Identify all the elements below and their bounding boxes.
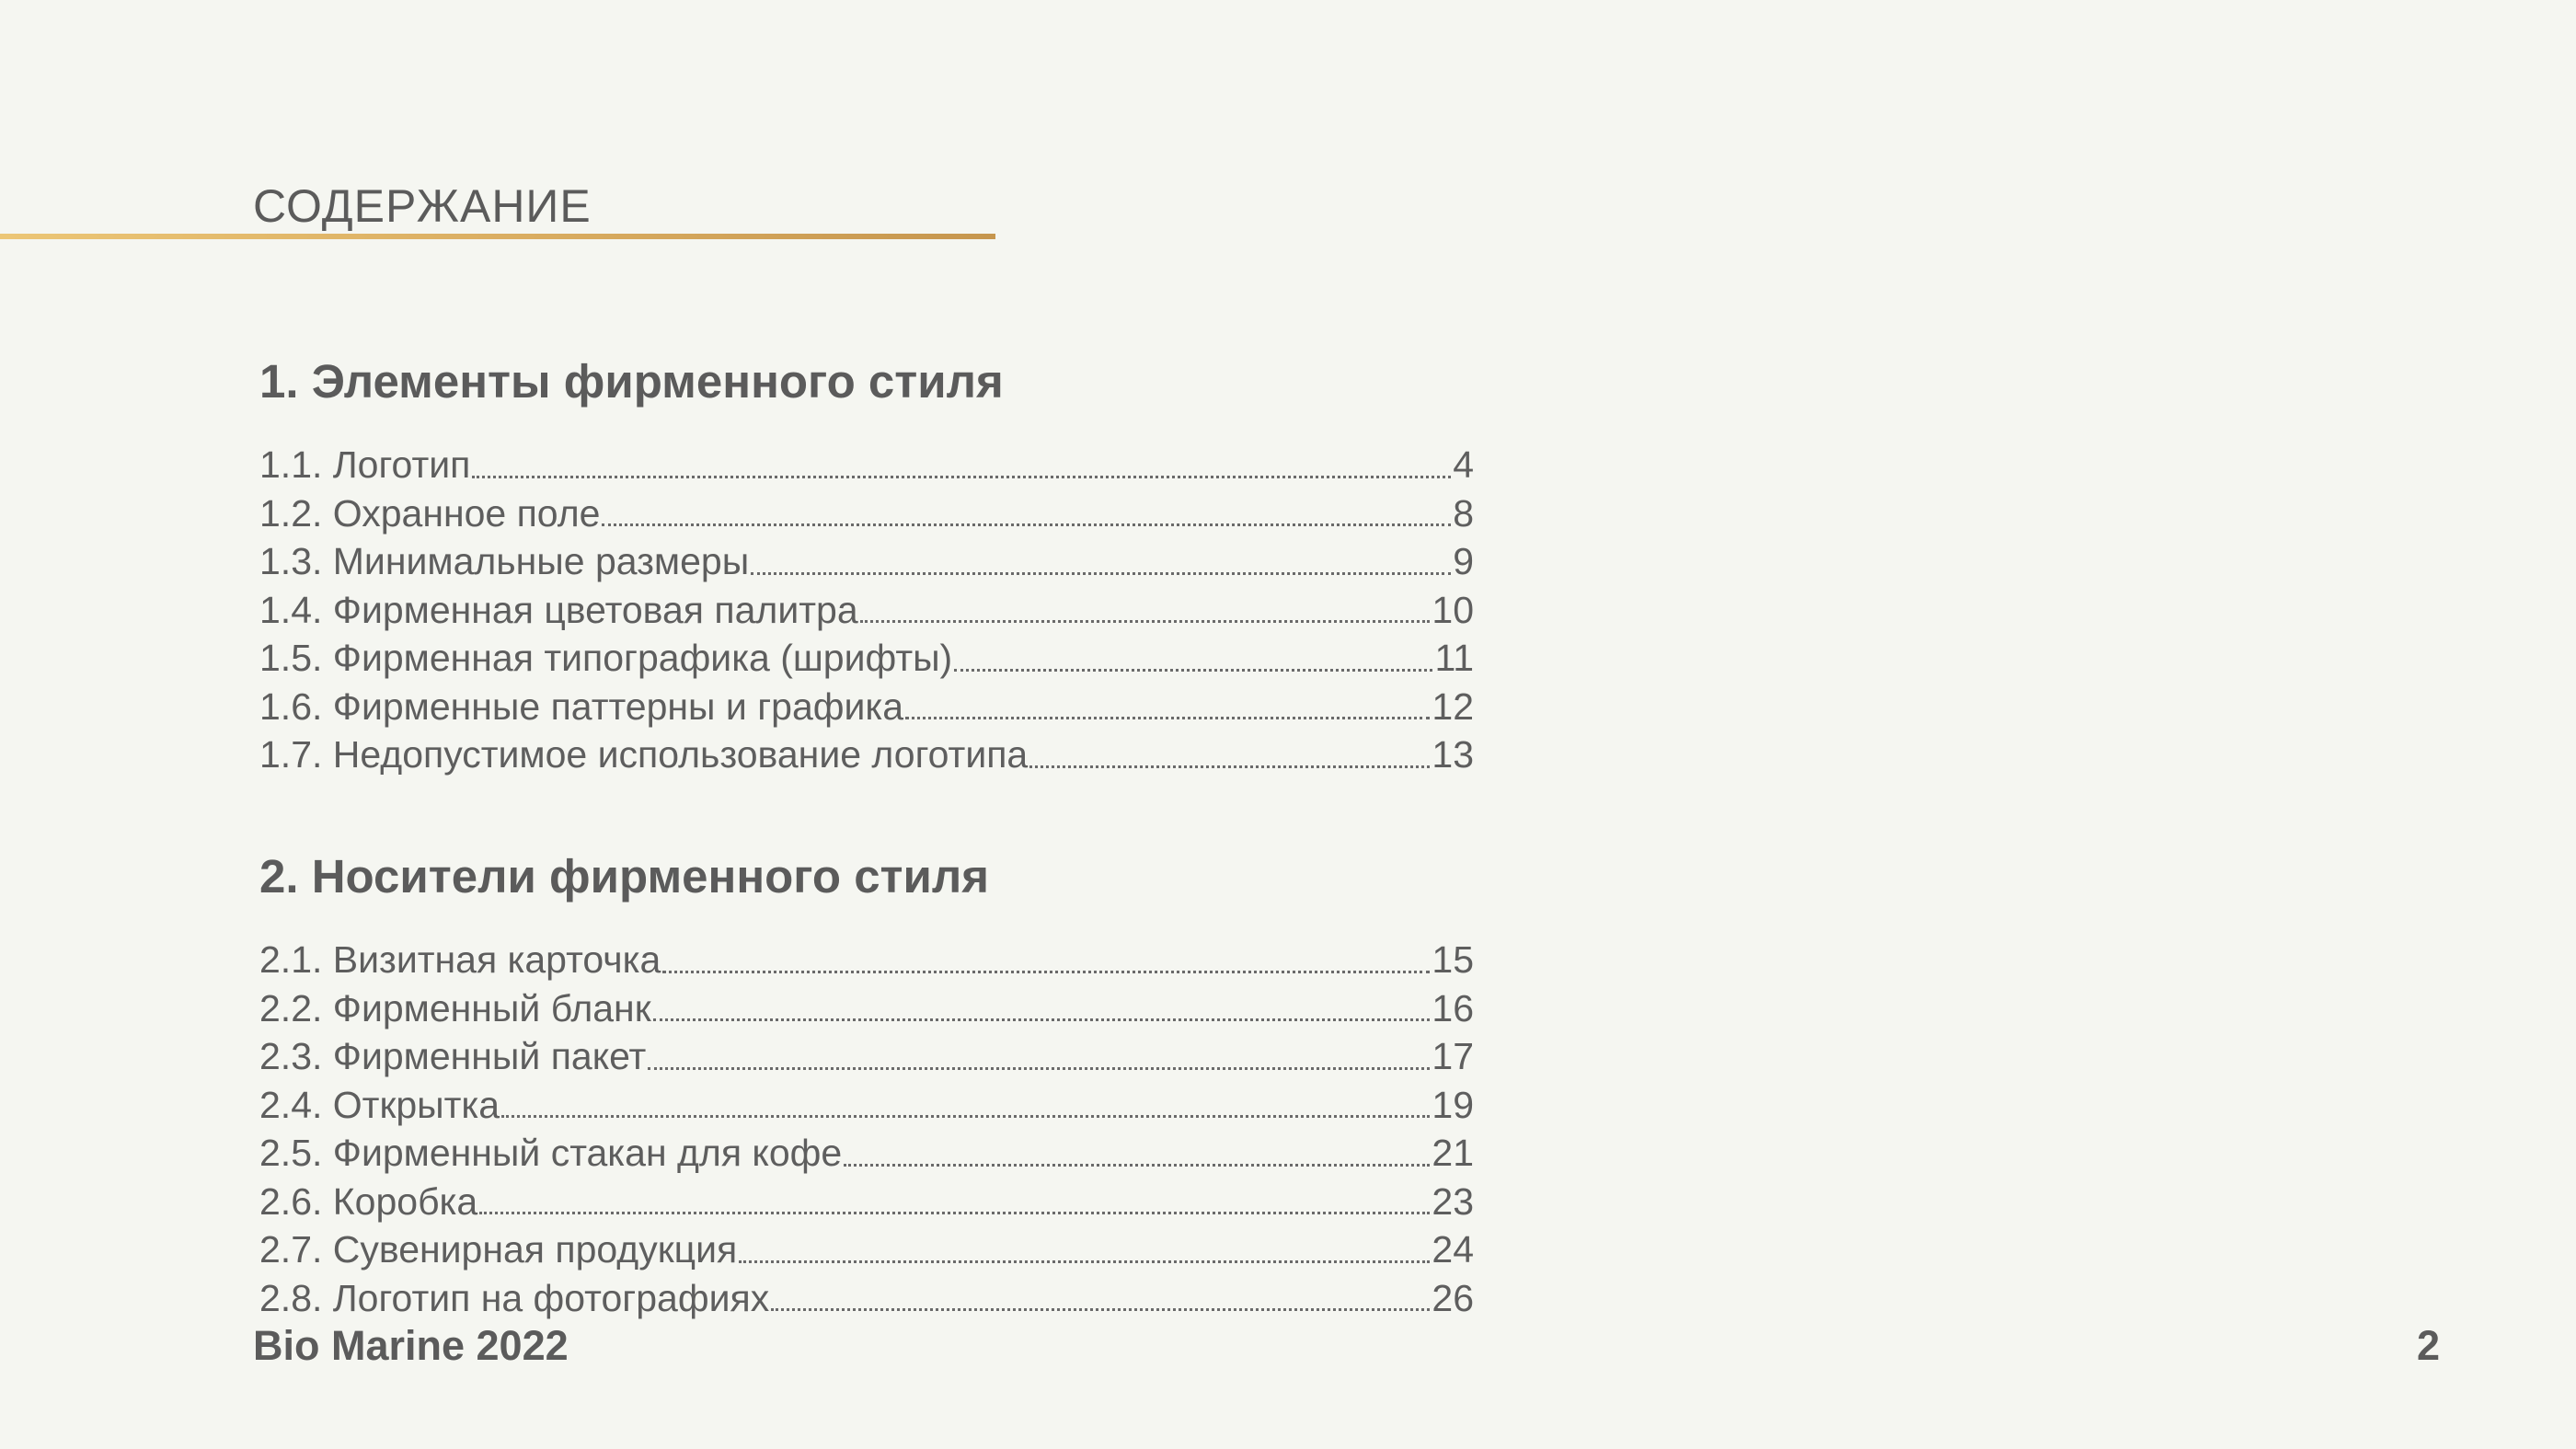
toc-item-label: 1.1. Логотип <box>259 443 471 486</box>
toc-section-1 <box>259 350 1474 779</box>
toc-item-label: 1.6. Фирменные паттерны и графика <box>259 684 904 728</box>
dot-leader <box>472 441 1451 489</box>
dot-leader <box>662 936 1430 984</box>
page-number: 2 <box>2416 1322 2440 1369</box>
toc-item[interactable] <box>259 586 1474 635</box>
toc-item[interactable] <box>259 1081 1474 1130</box>
dot-leader <box>653 984 1431 1033</box>
toc-item[interactable] <box>259 1032 1474 1081</box>
toc-item[interactable] <box>259 730 1474 779</box>
toc-item-label: 1.7. Недопустимое использование логотипа <box>259 733 1029 776</box>
toc-item[interactable] <box>259 1225 1474 1274</box>
dot-leader <box>844 1129 1430 1178</box>
toc-item[interactable] <box>259 1274 1474 1323</box>
toc-item-page: 11 <box>1434 637 1474 679</box>
toc-item-page: 19 <box>1432 1083 1474 1126</box>
toc-item-label: 1.4. Фирменная цветовая палитра <box>259 588 858 631</box>
dot-leader <box>739 1225 1430 1274</box>
toc-item-label: 2.5. Фирменный стакан для кофе <box>259 1132 843 1174</box>
toc-item[interactable] <box>259 634 1474 683</box>
toc-item-page: 24 <box>1432 1228 1474 1271</box>
dot-leader <box>1029 730 1430 779</box>
dot-leader <box>905 683 1430 731</box>
toc-item-label: 2.3. Фирменный пакет <box>259 1035 647 1077</box>
toc-item-page: 26 <box>1432 1276 1474 1319</box>
toc-item-label: 2.6. Коробка <box>259 1179 478 1223</box>
toc-item-page: 4 <box>1453 443 1474 486</box>
toc-item-page: 9 <box>1453 540 1474 582</box>
toc-item-page: 10 <box>1432 588 1474 631</box>
section-title: 1. Элементы фирменного стиля <box>259 355 1004 408</box>
toc-section-2 <box>259 845 1474 1322</box>
toc-item-label: 2.7. Сувенирная продукция <box>259 1228 738 1271</box>
toc-item[interactable] <box>259 441 1474 489</box>
toc-item-page: 16 <box>1432 986 1474 1029</box>
toc-item-label: 2.4. Открытка <box>259 1083 500 1126</box>
dot-leader <box>501 1081 1430 1130</box>
dot-leader <box>602 489 1451 538</box>
toc-item[interactable] <box>259 683 1474 731</box>
toc-item-label: 2.1. Визитная карточка <box>259 938 661 981</box>
toc-item-page: 23 <box>1432 1179 1474 1223</box>
footer-brand: Bio Marine 2022 <box>253 1322 569 1369</box>
toc-item-page: 17 <box>1432 1035 1474 1077</box>
toc-item[interactable] <box>259 537 1474 586</box>
toc-item[interactable] <box>259 489 1474 538</box>
page-heading: СОДЕРЖАНИЕ <box>253 180 592 232</box>
dot-leader <box>751 537 1451 586</box>
dot-leader <box>771 1274 1430 1323</box>
dot-leader <box>860 586 1431 635</box>
dot-leader <box>954 634 1432 683</box>
toc-item-label: 2.2. Фирменный бланк <box>259 986 651 1029</box>
dot-leader <box>479 1178 1430 1226</box>
toc-item-label: 1.3. Минимальные размеры <box>259 540 750 582</box>
toc-list <box>259 441 1474 779</box>
toc-item[interactable] <box>259 984 1474 1033</box>
toc-item-page: 13 <box>1432 733 1474 776</box>
toc-item-label: 1.2. Охранное поле <box>259 491 601 535</box>
toc-item-page: 12 <box>1432 684 1474 728</box>
dot-leader <box>648 1032 1430 1081</box>
section-title: 2. Носители фирменного стиля <box>259 850 990 903</box>
toc-item-page: 15 <box>1432 938 1474 981</box>
toc-item-page: 8 <box>1453 491 1474 535</box>
toc-item-page: 21 <box>1432 1132 1474 1174</box>
toc-item[interactable] <box>259 936 1474 984</box>
toc-item[interactable] <box>259 1129 1474 1178</box>
toc-item-label: 1.5. Фирменная типографика (шрифты) <box>259 637 953 679</box>
toc-item[interactable] <box>259 1178 1474 1226</box>
heading-accent-line <box>0 234 995 239</box>
toc-list <box>259 936 1474 1322</box>
toc-item-label: 2.8. Логотип на фотографиях <box>259 1276 770 1319</box>
